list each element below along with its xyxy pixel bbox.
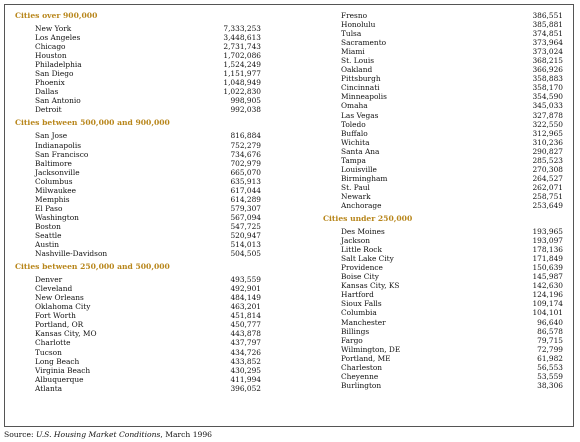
population-value: 665,070: [230, 167, 261, 177]
population-value: 109,174: [532, 299, 563, 309]
population-value: 1,022,830: [223, 87, 261, 97]
city-name: New Orleans: [35, 293, 84, 303]
table-row: [15, 249, 261, 258]
population-value: 124,196: [532, 290, 563, 300]
city-name: Detroit: [35, 105, 62, 115]
population-value: 3,448,613: [223, 33, 261, 43]
population-value: 96,640: [537, 317, 563, 327]
city-name: Kansas City, KS: [341, 281, 400, 291]
city-name: Philadelphia: [35, 60, 82, 70]
city-name: Tucson: [35, 347, 62, 357]
population-value: 492,901: [230, 284, 261, 294]
city-name: Billings: [341, 326, 370, 336]
section-title: Cities over 900,000: [15, 11, 98, 20]
table-row: [323, 83, 563, 92]
city-name: Los Angeles: [35, 33, 81, 43]
table-row: [323, 56, 563, 65]
city-name: Fargo: [341, 335, 363, 345]
table-row: [15, 311, 261, 320]
table-row: [15, 320, 261, 329]
city-name: Toledo: [341, 119, 366, 129]
table-row: [15, 366, 261, 375]
population-value: 262,071: [532, 182, 563, 192]
city-name: Miami: [341, 47, 365, 57]
city-name: Portland, ME: [341, 353, 391, 363]
table-row: [323, 120, 563, 129]
population-value: 366,926: [532, 65, 563, 75]
table-row: [15, 87, 261, 96]
population-value: 614,289: [230, 194, 261, 204]
city-name: Fort Worth: [35, 311, 76, 321]
population-value: 7,333,253: [223, 24, 261, 33]
table-row: [323, 165, 563, 174]
table-row: [323, 47, 563, 56]
table-row: [15, 150, 261, 159]
table-row: [323, 101, 563, 110]
table-row: [323, 281, 563, 290]
section-title: Cities between 250,000 and 500,000: [15, 262, 170, 272]
table-row: [323, 354, 563, 363]
table-row: [323, 138, 563, 147]
city-name: Little Rock: [341, 245, 382, 255]
population-value: 322,550: [532, 119, 563, 129]
population-value: 253,649: [532, 200, 563, 210]
table-row: [323, 92, 563, 101]
city-name: New York: [35, 24, 72, 33]
city-name: Oklahoma City: [35, 302, 91, 312]
table-row: [15, 284, 261, 293]
population-value: 345,033: [532, 101, 563, 111]
city-name: Tampa: [341, 155, 366, 165]
table-row: [323, 156, 563, 165]
city-name: Denver: [35, 275, 63, 285]
city-name: El Paso: [35, 203, 63, 213]
table-row: [323, 318, 563, 327]
source-prefix: Source:: [4, 430, 37, 439]
population-value: 451,814: [230, 311, 261, 321]
table-row: [15, 357, 261, 366]
table-row: [323, 272, 563, 281]
table-row: [323, 263, 563, 272]
population-value: 752,279: [230, 140, 261, 150]
table-row: [15, 302, 261, 311]
table-row: [15, 69, 261, 78]
city-name: Jackson: [341, 236, 370, 246]
city-name: Baltimore: [35, 158, 72, 168]
city-name: Providence: [341, 263, 383, 273]
population-value: 385,881: [532, 20, 563, 30]
city-name: Long Beach: [35, 356, 80, 366]
table-row: [323, 236, 563, 245]
table-row: [15, 24, 261, 33]
population-value: 617,044: [230, 185, 261, 195]
table-row: [323, 20, 563, 29]
city-name: Milwaukee: [35, 185, 77, 195]
population-value: 386,551: [532, 11, 563, 20]
city-name: Minneapolis: [341, 92, 387, 102]
population-value: 514,013: [230, 240, 261, 250]
population-value: 992,038: [230, 105, 261, 115]
city-name: Charlotte: [35, 338, 71, 348]
population-value: 178,136: [532, 245, 563, 255]
population-value: 373,964: [532, 38, 563, 48]
population-value: 816,884: [230, 131, 261, 141]
population-value: 193,097: [532, 236, 563, 246]
population-value: 567,094: [230, 212, 261, 222]
city-name: Albuquerque: [35, 374, 84, 384]
population-value: 53,559: [537, 371, 563, 381]
population-value: 484,149: [230, 293, 261, 303]
city-name: St. Louis: [341, 56, 375, 66]
city-name: San Diego: [35, 69, 74, 79]
city-name: Jacksonville: [35, 167, 80, 177]
table-row: [15, 42, 261, 51]
table-row: [323, 381, 563, 390]
table-row: [323, 38, 563, 47]
table-row: [323, 129, 563, 138]
city-name: Cleveland: [35, 284, 73, 294]
city-name: Pittsburgh: [341, 74, 381, 84]
population-value: 354,590: [532, 92, 563, 102]
population-value: 86,578: [537, 326, 563, 336]
table-row: [323, 336, 563, 345]
table-row: [15, 141, 261, 150]
population-value: 310,236: [532, 137, 563, 147]
section-title: Cities under 250,000: [323, 214, 413, 224]
population-value: 358,883: [532, 74, 563, 84]
population-value: 493,559: [230, 275, 261, 285]
table-row: [15, 213, 261, 222]
population-value: 56,553: [537, 362, 563, 372]
population-value: 2,731,743: [223, 42, 261, 52]
population-value: 504,505: [230, 249, 261, 259]
table-row: [15, 195, 261, 204]
population-value: 193,965: [532, 227, 563, 237]
population-value: 171,849: [532, 254, 563, 264]
table-row: [323, 29, 563, 38]
table-row: [323, 372, 563, 381]
population-value: 368,215: [532, 56, 563, 66]
table-row: [15, 231, 261, 240]
source-note: [4, 430, 212, 439]
table-row: [15, 168, 261, 177]
table-row: [15, 293, 261, 302]
table-row: [15, 159, 261, 168]
city-name: Wilmington, DE: [341, 344, 401, 354]
city-name: Salt Lake City: [341, 254, 394, 264]
city-name: San Jose: [35, 131, 68, 141]
table-row: [15, 348, 261, 357]
city-name: Newark: [341, 191, 371, 201]
left-column: [15, 11, 261, 393]
city-name: Boston: [35, 221, 61, 231]
population-value: 635,913: [230, 176, 261, 186]
city-name: Tulsa: [341, 29, 362, 39]
city-name: Seattle: [35, 230, 62, 240]
population-value: 258,751: [532, 191, 563, 201]
population-value: 433,852: [230, 356, 261, 366]
population-value: 150,639: [532, 263, 563, 273]
population-value: 520,947: [230, 230, 261, 240]
city-name: Chicago: [35, 42, 66, 52]
table-row: [15, 96, 261, 105]
city-name: Atlanta: [35, 383, 63, 393]
city-name: Anchorage: [341, 200, 382, 210]
city-name: Manchester: [341, 317, 386, 327]
city-name: Houston: [35, 51, 67, 61]
city-name: Honolulu: [341, 20, 376, 30]
population-value: 327,878: [532, 110, 563, 120]
right-column: [323, 11, 563, 390]
table-row: [15, 329, 261, 338]
city-name: Hartford: [341, 290, 374, 300]
table-row: [15, 275, 261, 284]
city-name: Sioux Falls: [341, 299, 382, 309]
population-value: 72,799: [537, 344, 563, 354]
population-value: 104,101: [532, 308, 563, 318]
table-row: [323, 201, 563, 210]
table-row: [15, 51, 261, 60]
table-frame: [4, 4, 574, 427]
table-row: [323, 74, 563, 83]
city-name: Santa Ana: [341, 146, 380, 156]
table-row: [323, 65, 563, 74]
table-row: [323, 11, 563, 20]
population-value: 358,170: [532, 83, 563, 93]
population-value: 547,725: [230, 221, 261, 231]
city-name: Wichita: [341, 137, 370, 147]
city-name: Des Moines: [341, 227, 385, 237]
city-name: Burlington: [341, 380, 382, 390]
table-row: [15, 186, 261, 195]
population-value: 373,024: [532, 47, 563, 57]
table-row: [323, 308, 563, 317]
population-value: 1,151,977: [223, 69, 261, 79]
city-name: Fresno: [341, 11, 368, 20]
section-title: Cities between 500,000 and 900,000: [15, 118, 170, 128]
population-value: 463,201: [230, 302, 261, 312]
population-value: 450,777: [230, 320, 261, 330]
table-row: [15, 240, 261, 249]
city-name: Oakland: [341, 65, 373, 75]
source-suffix: , March 1996: [160, 430, 213, 439]
source-title: U.S. Housing Market Conditions: [36, 430, 161, 439]
table-row: [323, 327, 563, 336]
table-row: [15, 131, 261, 140]
table-row: [323, 299, 563, 308]
population-value: 1,702,086: [223, 51, 261, 61]
population-value: 702,979: [230, 158, 261, 168]
city-name: St. Paul: [341, 182, 370, 192]
city-name: Nashville-Davidson: [35, 249, 108, 259]
city-name: Omaha: [341, 101, 368, 111]
population-value: 437,797: [230, 338, 261, 348]
population-value: 290,827: [532, 146, 563, 156]
population-value: 396,052: [230, 383, 261, 393]
city-name: Washington: [35, 212, 79, 222]
table-row: [15, 33, 261, 42]
population-value: 145,987: [532, 272, 563, 282]
population-value: 38,306: [537, 380, 563, 390]
table-row: [323, 111, 563, 120]
population-value: 61,982: [537, 353, 563, 363]
population-value: 79,715: [537, 335, 563, 345]
city-name: San Antonio: [35, 96, 81, 106]
population-value: 411,994: [230, 374, 261, 384]
table-row: [323, 290, 563, 299]
population-value: 270,308: [532, 164, 563, 174]
population-value: 285,523: [532, 155, 563, 165]
city-name: Cheyenne: [341, 371, 379, 381]
city-name: Las Vegas: [341, 110, 379, 120]
population-value: 998,905: [230, 96, 261, 106]
population-value: 734,676: [230, 149, 261, 159]
population-value: 443,878: [230, 329, 261, 339]
table-row: [323, 345, 563, 354]
table-row: [15, 60, 261, 69]
city-name: Kansas City, MO: [35, 329, 97, 339]
city-name: Cincinnati: [341, 83, 380, 93]
table-row: [323, 174, 563, 183]
city-name: Columbus: [35, 176, 73, 186]
city-name: Louisville: [341, 164, 377, 174]
population-value: 579,307: [230, 203, 261, 213]
table-row: [15, 105, 261, 114]
city-name: Buffalo: [341, 128, 368, 138]
city-name: Austin: [35, 240, 59, 250]
city-name: San Francisco: [35, 149, 89, 159]
table-row: [15, 177, 261, 186]
population-value: 142,630: [532, 281, 563, 291]
table-row: [15, 375, 261, 384]
population-value: 1,048,949: [223, 78, 261, 88]
population-value: 312,965: [532, 128, 563, 138]
city-name: Sacramento: [341, 38, 387, 48]
table-row: [323, 147, 563, 156]
table-row: [323, 183, 563, 192]
population-value: 430,295: [230, 365, 261, 375]
city-name: Indianapolis: [35, 140, 82, 150]
table-row: [15, 338, 261, 347]
city-name: Dallas: [35, 87, 59, 97]
table-row: [323, 363, 563, 372]
table-row: [323, 254, 563, 263]
city-name: Charleston: [341, 362, 383, 372]
population-value: 374,851: [532, 29, 563, 39]
table-row: [15, 222, 261, 231]
city-name: Boise City: [341, 272, 379, 282]
table-row: [15, 78, 261, 87]
city-name: Portland, OR: [35, 320, 84, 330]
city-name: Memphis: [35, 194, 70, 204]
population-value: 434,726: [230, 347, 261, 357]
city-name: Birmingham: [341, 173, 388, 183]
population-value: 1,524,249: [223, 60, 261, 70]
table-row: [323, 227, 563, 236]
city-name: Virginia Beach: [35, 365, 91, 375]
table-row: [323, 245, 563, 254]
city-name: Phoenix: [35, 78, 65, 88]
population-value: 264,527: [532, 173, 563, 183]
table-row: [323, 192, 563, 201]
table-row: [15, 384, 261, 393]
city-name: Columbia: [341, 308, 377, 318]
table-row: [15, 204, 261, 213]
